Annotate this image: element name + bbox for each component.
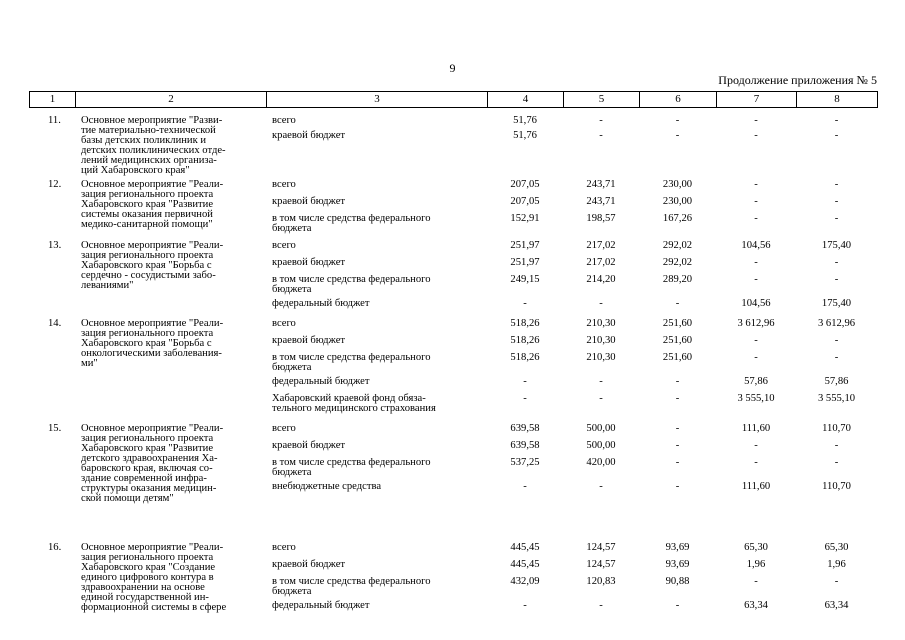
funding-source-line: краевой бюджет (272, 196, 346, 207)
value-cell: 111,60 (741, 481, 771, 492)
value-cell: - (834, 179, 839, 190)
value-cell: 251,60 (662, 352, 693, 363)
funding-source-line: краевой бюджет (272, 335, 346, 346)
funding-source-line: всего (272, 423, 296, 434)
measure-name-line: структуры оказания медицин- (81, 483, 217, 494)
value-cell: - (675, 115, 680, 126)
value-cell: 537,25 (510, 457, 540, 468)
funding-source-line: бюджета (272, 467, 312, 478)
value-cell: - (523, 481, 527, 492)
value-cell: 198,57 (586, 213, 616, 224)
measure-name (75, 316, 266, 421)
value-cell: - (675, 440, 680, 451)
funding-source (266, 316, 487, 336)
funding-source (266, 577, 487, 601)
header-col-1: 1 (30, 92, 76, 108)
funding-source (266, 299, 487, 316)
value-cell: 518,26 (510, 318, 540, 329)
value-cell: 63,34 (744, 600, 768, 611)
value-cell: 518,26 (510, 335, 540, 346)
measure-name-line: сердечно - сосудистыми забо- (81, 270, 216, 281)
value-cell: 1,96 (746, 559, 766, 570)
value-cell: - (754, 457, 758, 468)
header-col-7: 7 (717, 92, 797, 108)
header-col-3: 3 (267, 92, 488, 108)
value-cell: - (834, 576, 839, 587)
value-cell: - (834, 115, 839, 126)
value-cell: - (675, 298, 680, 309)
funding-source (266, 238, 487, 258)
value-cell: - (834, 335, 839, 346)
value-cell: - (754, 335, 758, 346)
value-cell: 251,60 (662, 335, 693, 346)
value-cell: 500,00 (586, 440, 616, 451)
row-number: 15. (48, 423, 62, 434)
value-cell: 289,20 (662, 274, 693, 285)
funding-source (266, 377, 487, 394)
value-cell: 3 612,96 (817, 318, 856, 329)
value-cell: 251,60 (662, 318, 693, 329)
value-cell: - (834, 274, 839, 285)
row-number: 16. (48, 542, 62, 553)
value-cell: 124,57 (586, 559, 616, 570)
continuation-label: Продолжение приложения № 5 (718, 73, 877, 87)
value-cell: 639,58 (510, 440, 540, 451)
funding-source (266, 336, 487, 353)
measure-name-line: зация регионального проекта (81, 328, 214, 339)
value-cell: - (599, 298, 603, 309)
page-number: 9 (449, 61, 456, 75)
value-cell: 93,69 (665, 559, 690, 570)
value-cell: - (675, 393, 680, 404)
value-cell: 230,00 (662, 196, 693, 207)
value-cell: 111,60 (741, 423, 771, 434)
measure-name (75, 113, 266, 177)
value-cell: - (754, 352, 758, 363)
value-cell: 210,30 (586, 352, 616, 363)
measure-name-line: Основное мероприятие "Реали- (81, 179, 224, 190)
value-cell: - (523, 393, 527, 404)
funding-source (266, 560, 487, 577)
funding-source-line: федеральный бюджет (272, 600, 370, 611)
header-col-2: 2 (76, 92, 267, 108)
measure-name (75, 238, 266, 316)
value-cell: 445,45 (510, 559, 540, 570)
value-cell: - (675, 130, 680, 141)
value-cell: 210,30 (586, 318, 616, 329)
funding-source-line: в том числе средства федерального (272, 576, 431, 587)
header-col-5: 5 (564, 92, 640, 108)
funding-source-line: в том числе средства федерального (272, 457, 431, 468)
value-cell: - (675, 481, 680, 492)
funding-source-line: краевой бюджет (272, 130, 346, 141)
table-header (29, 91, 878, 108)
measure-name-line: здравоохранении на основе (81, 582, 205, 593)
funding-source-line: всего (272, 542, 296, 553)
funding-source-line: в том числе средства федерального (272, 213, 431, 224)
measure-name-line: леваниями" (81, 280, 134, 291)
value-cell: 104,56 (741, 298, 771, 309)
funding-source-line: краевой бюджет (272, 559, 346, 570)
measure-name-line: онкологическими заболевания- (81, 348, 222, 359)
funding-source-line: федеральный бюджет (272, 376, 370, 387)
funding-source (266, 540, 487, 560)
value-cell: 292,02 (662, 257, 693, 268)
value-cell: 639,58 (510, 423, 540, 434)
value-cell: 175,40 (821, 298, 852, 309)
value-cell: - (523, 600, 527, 611)
funding-source-line: в том числе средства федерального (272, 274, 431, 285)
row-number: 14. (48, 318, 62, 329)
funding-source-line: бюджета (272, 223, 312, 234)
measure-name-line: формационной системы в сфере (81, 602, 227, 613)
value-cell: - (599, 481, 603, 492)
measure-name-line: Основное мероприятие "Реали- (81, 318, 224, 329)
funding-source-line: краевой бюджет (272, 257, 346, 268)
value-cell: - (599, 130, 603, 141)
measure-name-line: баровского края, включая со- (81, 463, 213, 474)
value-cell: 214,20 (586, 274, 616, 285)
value-cell: 217,02 (586, 240, 616, 251)
measure-name-line: зация регионального проекта (81, 250, 214, 261)
funding-source (266, 214, 487, 238)
value-cell: 1,96 (827, 559, 846, 570)
value-cell: - (675, 600, 680, 611)
value-cell: 3 555,10 (737, 393, 775, 404)
header-col-8: 8 (797, 92, 878, 108)
table-row (29, 238, 877, 258)
value-cell: 3 555,10 (817, 393, 856, 404)
funding-source-line: всего (272, 179, 296, 190)
value-cell: - (754, 440, 758, 451)
value-cell: 445,45 (510, 542, 540, 553)
value-cell: 251,97 (510, 257, 540, 268)
value-cell: 230,00 (662, 179, 693, 190)
row-number: 11. (48, 115, 61, 126)
value-cell: 207,05 (510, 179, 540, 190)
value-cell: - (754, 115, 758, 126)
table-row (29, 316, 877, 336)
data-table (29, 113, 877, 618)
value-cell: 65,30 (744, 542, 768, 553)
value-cell: 51,76 (513, 130, 537, 141)
table-row (29, 421, 877, 441)
measure-name-line: Хабаровского края "Развитие (81, 199, 214, 210)
measure-name-line: Основное мероприятие "Реали- (81, 240, 224, 251)
value-cell: 3 612,96 (737, 318, 775, 329)
measure-name-line: здание современной инфра- (81, 473, 207, 484)
funding-source (266, 441, 487, 458)
measure-name-line: Основное мероприятие "Разви- (81, 115, 223, 126)
value-cell: - (834, 457, 839, 468)
funding-source-line: Хабаровский краевой фонд обяза- (272, 393, 426, 404)
value-cell: 251,97 (510, 240, 540, 251)
measure-name (75, 421, 266, 540)
funding-source-line: всего (272, 240, 296, 251)
value-cell: - (754, 257, 758, 268)
funding-source (266, 258, 487, 275)
value-cell: 57,86 (744, 376, 768, 387)
measure-name-line: единого цифрового контура в (81, 572, 214, 583)
funding-source-line: в том числе средства федерального (272, 352, 431, 363)
value-cell: - (834, 213, 839, 224)
value-cell: 518,26 (510, 352, 540, 363)
measure-name-line: Основное мероприятие "Реали- (81, 542, 224, 553)
measure-name-line: детского здравоохранения Ха- (81, 453, 218, 464)
value-cell: 120,83 (586, 576, 616, 587)
value-cell: 57,86 (824, 376, 849, 387)
measure-name (75, 540, 266, 618)
value-cell: - (599, 393, 603, 404)
value-cell: - (523, 376, 527, 387)
funding-source (266, 177, 487, 197)
value-cell: 217,02 (586, 257, 616, 268)
value-cell: 63,34 (824, 600, 849, 611)
measure-name-line: ской помощи детям" (81, 493, 174, 504)
funding-source-line: тельного медицинского страхования (272, 403, 436, 414)
funding-source-line: всего (272, 318, 296, 329)
value-cell: 207,05 (510, 196, 540, 207)
table-row (29, 177, 877, 197)
measure-name (75, 177, 266, 238)
measure-name-line: Основное мероприятие "Реали- (81, 423, 224, 434)
table-row (29, 113, 877, 131)
value-cell: 110,70 (822, 423, 851, 434)
value-cell: - (599, 115, 603, 126)
value-cell: - (523, 298, 527, 309)
funding-source (266, 458, 487, 482)
row-number: 12. (48, 179, 62, 190)
value-cell: 124,57 (586, 542, 616, 553)
measure-name-line: базы детских поликлиник и (81, 135, 207, 146)
funding-source (266, 482, 487, 540)
measure-name-line: медико-санитарной помощи" (81, 219, 213, 230)
value-cell: 210,30 (586, 335, 616, 346)
measure-name-line: системы оказания первичной (81, 209, 213, 220)
funding-source-line: внебюджетные средства (272, 481, 382, 492)
row-number: 13. (48, 240, 62, 251)
value-cell: - (675, 423, 680, 434)
funding-source (266, 197, 487, 214)
funding-source (266, 113, 487, 131)
measure-name-line: ций Хабаровского края" (81, 165, 190, 176)
value-cell: - (754, 196, 758, 207)
measure-name-line: зация регионального проекта (81, 189, 214, 200)
header-col-4: 4 (488, 92, 564, 108)
value-cell: 152,91 (510, 213, 540, 224)
value-cell: 243,71 (586, 179, 616, 190)
value-cell: - (754, 576, 758, 587)
value-cell: - (754, 213, 758, 224)
header-col-6: 6 (640, 92, 717, 108)
funding-source-line: всего (272, 115, 296, 126)
value-cell: - (834, 352, 839, 363)
value-cell: 110,70 (822, 481, 851, 492)
value-cell: - (754, 130, 758, 141)
funding-source-line: бюджета (272, 586, 312, 597)
value-cell: - (675, 457, 680, 468)
funding-source-line: бюджета (272, 362, 312, 373)
measure-name-line: Хабаровского края "Создание (81, 562, 216, 573)
value-cell: 65,30 (824, 542, 849, 553)
funding-source-line: краевой бюджет (272, 440, 346, 451)
value-cell: - (834, 440, 839, 451)
value-cell: 500,00 (586, 423, 616, 434)
table-row (29, 540, 877, 560)
funding-source-line: федеральный бюджет (272, 298, 370, 309)
value-cell: 243,71 (586, 196, 616, 207)
value-cell: - (834, 196, 839, 207)
measure-name-line: тие материально-технической (81, 125, 216, 136)
value-cell: - (754, 179, 758, 190)
value-cell: 432,09 (510, 576, 540, 587)
value-cell: 90,88 (665, 576, 690, 587)
measure-name-line: единой государственной ин- (81, 592, 209, 603)
funding-source (266, 421, 487, 441)
funding-source (266, 601, 487, 618)
measure-name-line: зация регионального проекта (81, 433, 214, 444)
value-cell: 104,56 (741, 240, 771, 251)
value-cell: 175,40 (821, 240, 852, 251)
value-cell: 249,15 (510, 274, 540, 285)
measure-name-line: лений медицинских организа- (81, 155, 217, 166)
measure-name-line: детских поликлинических отде- (81, 145, 226, 156)
funding-source (266, 394, 487, 421)
measure-name-line: Хабаровского края "Развитие (81, 443, 214, 454)
value-cell: - (754, 274, 758, 285)
funding-source (266, 131, 487, 177)
value-cell: - (599, 600, 603, 611)
measure-name-line: Хабаровского края "Борьба с (81, 260, 212, 271)
value-cell: - (834, 257, 839, 268)
value-cell: 420,00 (586, 457, 616, 468)
value-cell: - (599, 376, 603, 387)
funding-source (266, 275, 487, 299)
value-cell: 93,69 (665, 542, 690, 553)
value-cell: 167,26 (662, 213, 693, 224)
value-cell: 51,76 (513, 115, 537, 126)
measure-name-line: Хабаровского края "Борьба с (81, 338, 212, 349)
value-cell: - (834, 130, 839, 141)
funding-source-line: бюджета (272, 284, 312, 295)
value-cell: - (675, 376, 680, 387)
value-cell: 292,02 (662, 240, 693, 251)
measure-name-line: зация регионального проекта (81, 552, 214, 563)
funding-source (266, 353, 487, 377)
measure-name-line: ми" (81, 358, 98, 369)
